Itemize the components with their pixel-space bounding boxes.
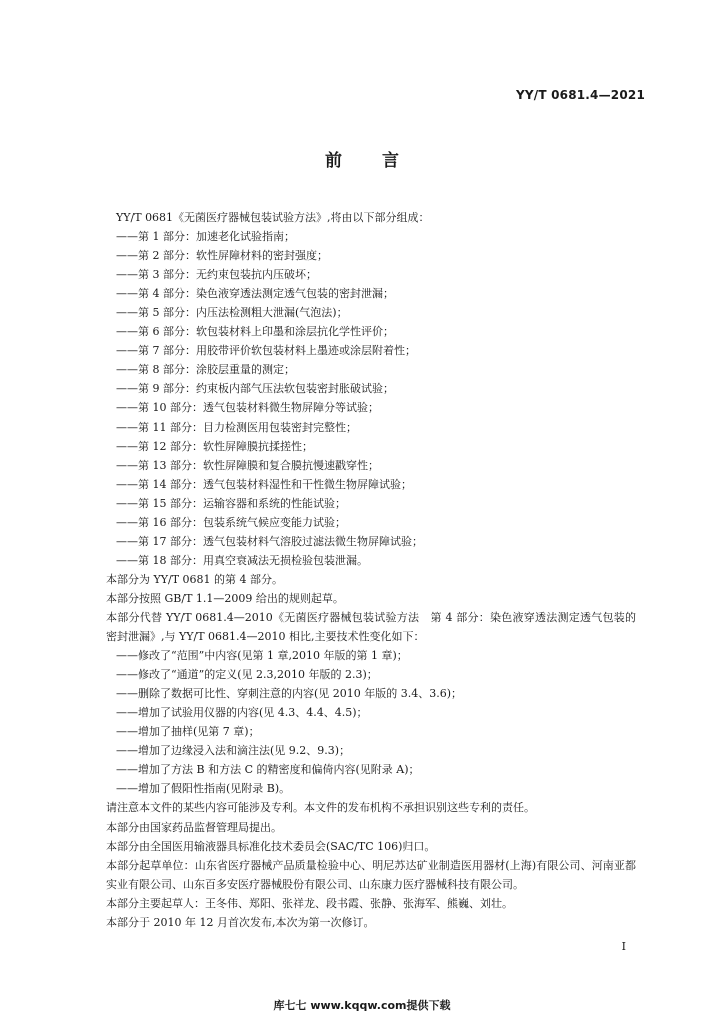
changes-list [106, 646, 636, 798]
list-item: ——第 8 部分：涂胶层重量的测定； [116, 363, 295, 377]
list-item: ——第 17 部分：透气包装材料气溶胶过滤法微生物屏障试验； [116, 534, 423, 548]
list-item: ——第 1 部分：加速老化试验指南； [116, 230, 295, 244]
replacement-paragraph: 本部分代替 YY/T 0681.4—2010《无菌医疗器械包装试验方法 第 4 部分：染色液穿透法测定透气包装的密封泄漏》,与 YY/T 0681.4—2010 相比,主要技术性变化如下： [106, 610, 636, 644]
list-item: ——增加了抽样(见第 7 章)； [116, 725, 260, 739]
standard-code: YY/T 0681.4—2021 [515, 88, 645, 102]
list-item: ——增加了方法 B 和方法 C 的精密度和偏倚内容(见附录 A)； [116, 763, 420, 777]
list-item: ——增加了假阳性指南(见附录 B)。 [116, 782, 291, 796]
list-item: ——第 14 部分：透气包装材料湿性和干性微生物屏障试验； [116, 477, 412, 491]
centralized-by: 本部分由全国医用输液器具标准化技术委员会(SAC/TC 106)归口。 [106, 839, 436, 853]
list-item: ——第 18 部分：用真空衰减法无损检验包装泄漏。 [116, 553, 368, 567]
intro-paragraph: YY/T 0681《无菌医疗器械包装试验方法》,将由以下部分组成： [116, 211, 430, 224]
patent-notice: 请注意本文件的某些内容可能涉及专利。本文件的发布机构不承担识别这些专利的责任。 [106, 801, 535, 815]
drafters: 本部分主要起草人：王冬伟、郑阳、张祥龙、段书霞、张静、张海军、熊巍、刘壮。 [106, 896, 513, 910]
drafting-units: 本部分起草单位：山东省医疗器械产品质量检验中心、明尼苏达矿业制造医用器材(上海)有限公司、河南亚都实业有限公司、山东百多安医疗器械股份有限公司、山东康力医疗器械科技有限公司。 [106, 858, 636, 891]
list-item: ——删除了数据可比性、穿刺注意的内容(见 2010 年版的 3.4、3.6)； [116, 687, 463, 701]
list-item: ——增加了试验用仪器的内容(见 4.3、4.4、4.5)； [116, 706, 368, 720]
list-item: ——修改了“范围”中内容(见第 1 章,2010 年版的第 1 章)； [116, 649, 408, 663]
list-item: ——第 16 部分：包装系统气候应变能力试验； [116, 515, 346, 529]
proposed-by: 本部分由国家药品监督管理局提出。 [106, 820, 282, 834]
revision-history: 本部分于 2010 年 12 月首次发布,本次为第一次修订。 [106, 915, 375, 929]
list-item: ——第 3 部分：无约束包装抗内压破坏； [116, 268, 317, 282]
list-item: ——第 5 部分：内压法检测粗大泄漏(气泡法)； [116, 306, 348, 320]
list-item: ——第 10 部分：透气包装材料微生物屏障分等试验； [116, 401, 379, 415]
list-item: ——增加了边缘浸入法和滴注法(见 9.2、9.3)； [116, 744, 351, 758]
page-number: I [621, 940, 626, 953]
list-item: ——第 11 部分：目力检测医用包装密封完整性； [116, 420, 357, 434]
part-statement: 本部分为 YY/T 0681 的第 4 部分。 [106, 572, 284, 586]
drafting-rule: 本部分按照 GB/T 1.1—2009 给出的规则起草。 [106, 591, 344, 605]
page-title: 前言 [325, 151, 439, 171]
foreword-body [106, 208, 636, 932]
list-item: ——第 9 部分：约束板内部气压法软包装密封胀破试验； [116, 382, 394, 396]
list-item: ——第 15 部分：运输容器和系统的性能试验； [116, 496, 346, 510]
list-item: ——第 12 部分：软性屏障膜抗揉搓性； [116, 439, 313, 453]
list-item: ——第 6 部分：软包装材料上印墨和涂层抗化学性评价； [116, 325, 394, 339]
list-item: ——第 7 部分：用胶带评价软包装材料上墨迹或涂层附着性； [116, 344, 416, 358]
list-item: ——第 13 部分：软性屏障膜和复合膜抗慢速戳穿性； [116, 458, 379, 472]
list-item: ——第 2 部分：软性屏障材料的密封强度； [116, 249, 328, 263]
list-item: ——第 4 部分：染色液穿透法测定透气包装的密封泄漏； [116, 287, 394, 301]
list-item: ——修改了“通道”的定义(见 2.3,2010 年版的 2.3)； [116, 668, 378, 682]
parts-list [106, 227, 636, 570]
download-watermark: 库七七 www.kqqw.com提供下载 [273, 999, 451, 1012]
